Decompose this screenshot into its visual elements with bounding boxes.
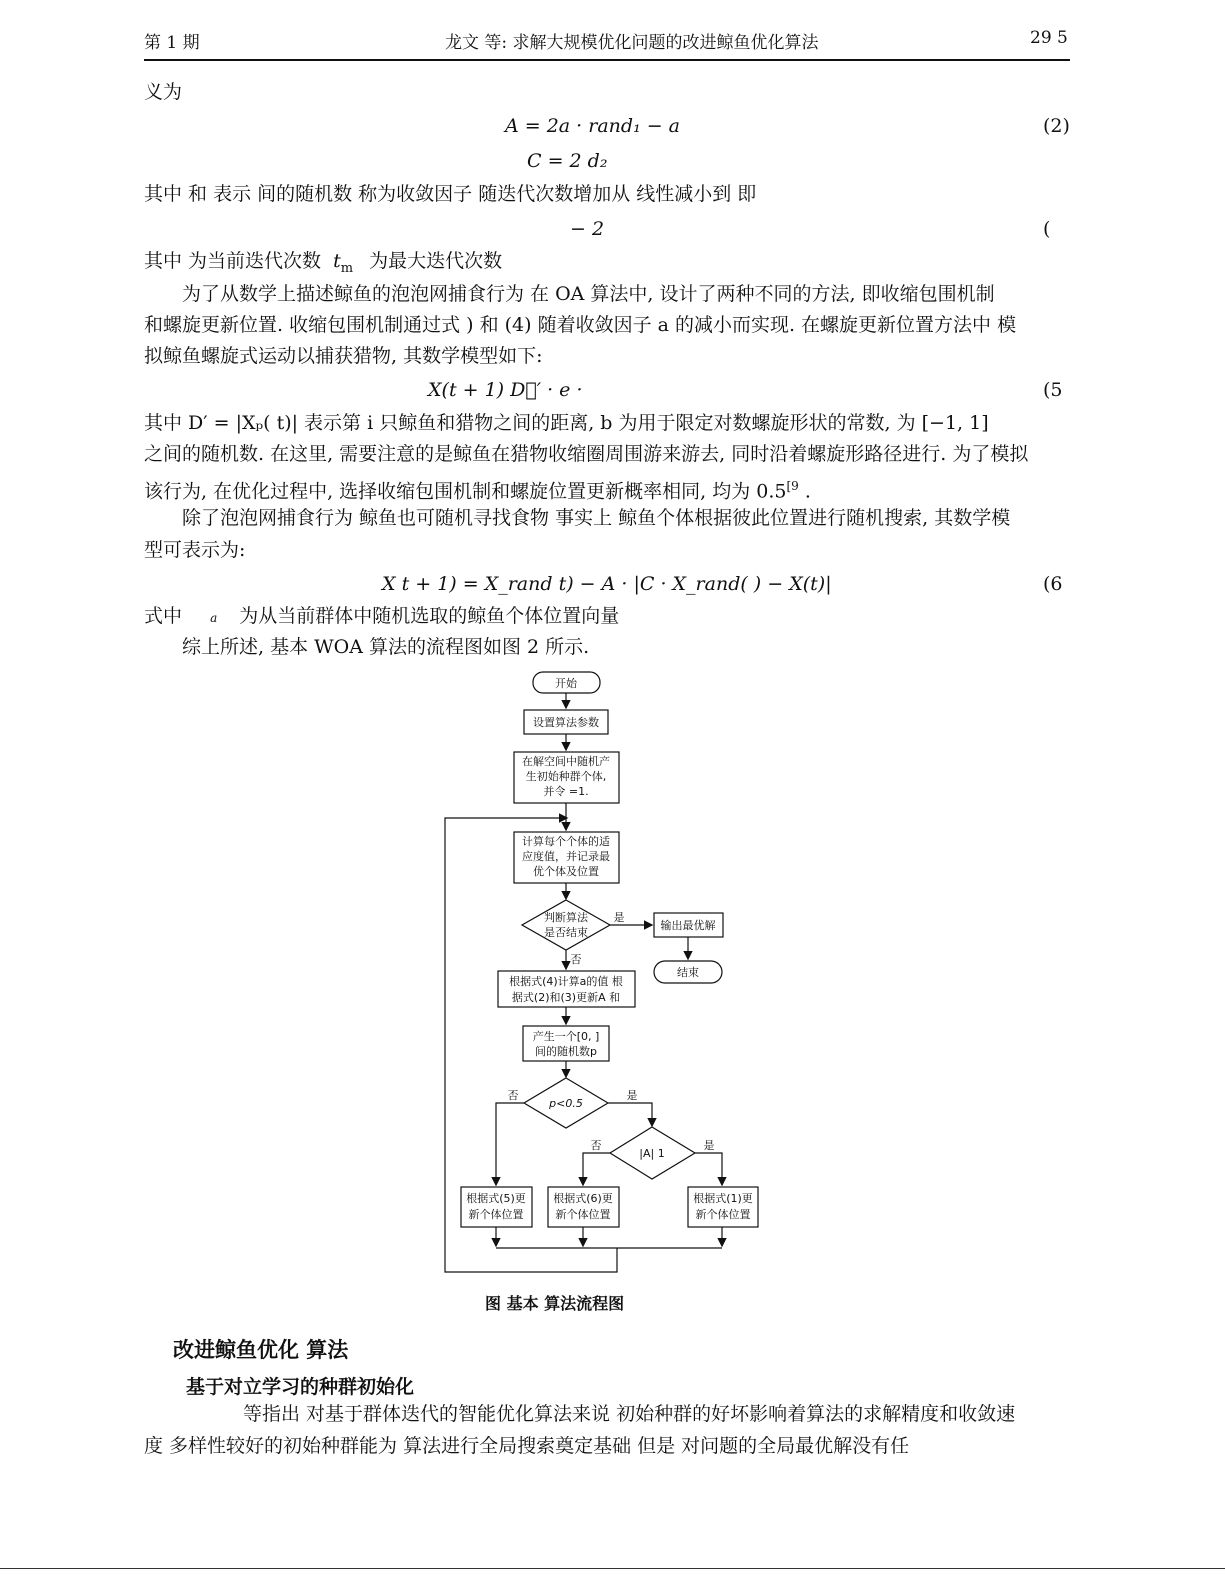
flow-label: 在解空间中随机产 [522, 755, 610, 768]
flow-label: 结束 [677, 966, 699, 979]
subsection-title: 基于对立学习的种群初始化 [186, 1376, 415, 1398]
text-fragment: . [798, 480, 811, 503]
text-line: 综上所述, 基本 WOA 算法的流程图如图 2 所示. [182, 636, 590, 658]
flow-label: 新个体位置 [468, 1208, 524, 1221]
flow-label: 否 [507, 1089, 519, 1102]
flow-label: 生初始种群个体, [525, 770, 607, 783]
equation-3: C = 2 d₂ [527, 150, 608, 172]
flow-label: 计算每个个体的适 [522, 835, 610, 848]
flow-label: 根据式(4)计算a的值 根 [509, 975, 623, 988]
figure-caption: 图 基本 算法流程图 [485, 1294, 625, 1313]
flow-label: p<0.5 [549, 1097, 583, 1110]
flow-label: |A| 1 [639, 1147, 665, 1160]
flow-label: 间的随机数p [535, 1045, 597, 1058]
text-fragment: 该行为, 在优化过程中, 选择收缩包围机制和螺旋位置更新概率相同, 均为 0.5 [144, 480, 787, 503]
citation: [9 [786, 479, 799, 493]
text-line: 型可表示为: [144, 539, 246, 561]
text-fragment: 为最大迭代次数 [369, 250, 503, 272]
flow-label: 否 [590, 1139, 602, 1152]
equation-4: − 2 [570, 218, 605, 240]
flow-label: 新个体位置 [695, 1208, 751, 1221]
text-line: 度 多样性较好的初始种群能为 算法进行全局搜索奠定基础 但是 对问题的全局最优解没有任 [144, 1435, 910, 1457]
symbol-subscript: m [340, 260, 354, 276]
flow-label: 并令 =1. [543, 785, 589, 798]
flow-label: 产生一个[0, ] [532, 1030, 600, 1043]
section-title: 改进鲸鱼优化 算法 [173, 1338, 349, 1362]
text-line: 为了从数学上描述鲸鱼的泡泡网捕食行为 在 OA 算法中, 设计了两种不同的方法, 即收缩包围机制 [182, 283, 995, 305]
flow-label: 判断算法 [544, 911, 588, 924]
page-number: 29 5 [1030, 28, 1068, 48]
text-line: 和螺旋更新位置. 收缩包围机制通过式 ) 和 (4) 随着收敛因子 a 的减小而实现. 在螺旋更新位置方法中 模 [144, 314, 1017, 336]
flow-label: 据式(2)和(3)更新A 和 [511, 991, 621, 1004]
flow-label: 应度值，并记录最 [522, 850, 610, 863]
flow-label: 根据式(5)更 [466, 1192, 526, 1205]
running-title: 龙文 等: 求解大规模优化问题的改进鲸鱼优化算法 [445, 33, 819, 53]
text-fragment: 式中 [144, 605, 183, 627]
page-edge [0, 1568, 1225, 1569]
flow-label: 是 [703, 1139, 715, 1152]
text-line: 义为 [144, 81, 183, 103]
flow-label: 根据式(1)更 [693, 1192, 753, 1205]
flow-label: 优个体及位置 [533, 865, 599, 878]
flow-label: 新个体位置 [555, 1208, 611, 1221]
equation-number: (5 [1043, 379, 1063, 401]
equation-6: X t + 1) = X_rand t) − A · |C · X_rand( ) − X(t)| [382, 573, 832, 595]
flow-label: 设置算法参数 [533, 716, 599, 729]
text-line: 之间的随机数. 在这里, 需要注意的是鲸鱼在猎物收缩圈周围游来游去, 同时沿着螺旋形路径进行. 为了模拟 [144, 443, 1029, 465]
judge-end-diamond [522, 900, 610, 950]
flow-label: 开始 [555, 677, 577, 690]
math-subscript: a [210, 611, 218, 625]
flow-label: 根据式(6)更 [553, 1192, 613, 1205]
flow-label: 否 [570, 953, 582, 966]
text-line: 其中 D′ = |Xₚ( t)| 表示第 i 只鲸鱼和猎物之间的距离, b 为用于限定对数螺旋形状的常数, 为 [−1, 1] [144, 412, 989, 434]
equation-2: A = 2a · rand₁ − a [505, 115, 681, 137]
flow-label: 输出最优解 [660, 919, 716, 932]
equation-number: ( [1043, 218, 1051, 240]
text-line: 除了泡泡网捕食行为 鲸鱼也可随机寻找食物 事实上 鲸鱼个体根据彼此位置进行随机搜索, 其数学模 [182, 507, 1011, 529]
text-line: 等指出 对基于群体迭代的智能优化算法来说 初始种群的好坏影响着算法的求解精度和收敛速 [243, 1403, 1016, 1425]
text-fragment: 其中 为当前迭代次数 [144, 250, 322, 272]
text-line: 其中 和 表示 间的随机数 称为收敛因子 随迭代次数增加从 线性减小到 即 [144, 183, 757, 205]
text-line: 拟鲸鱼螺旋式运动以捕获猎物, 其数学模型如下: [144, 345, 543, 367]
flow-label: 是否结束 [544, 926, 588, 939]
flow-label: 是 [626, 1089, 638, 1102]
flow-label: 是 [613, 911, 625, 924]
equation-number: (2) [1043, 115, 1070, 137]
symbol-base: t [333, 250, 341, 272]
issue-number: 第 1 期 [144, 33, 200, 53]
text-fragment: 为从当前群体中随机选取的鲸鱼个体位置向量 [239, 605, 620, 627]
equation-number: (6 [1043, 573, 1063, 595]
equation-5: X(t + 1) D⃗′ · e · [428, 379, 583, 401]
